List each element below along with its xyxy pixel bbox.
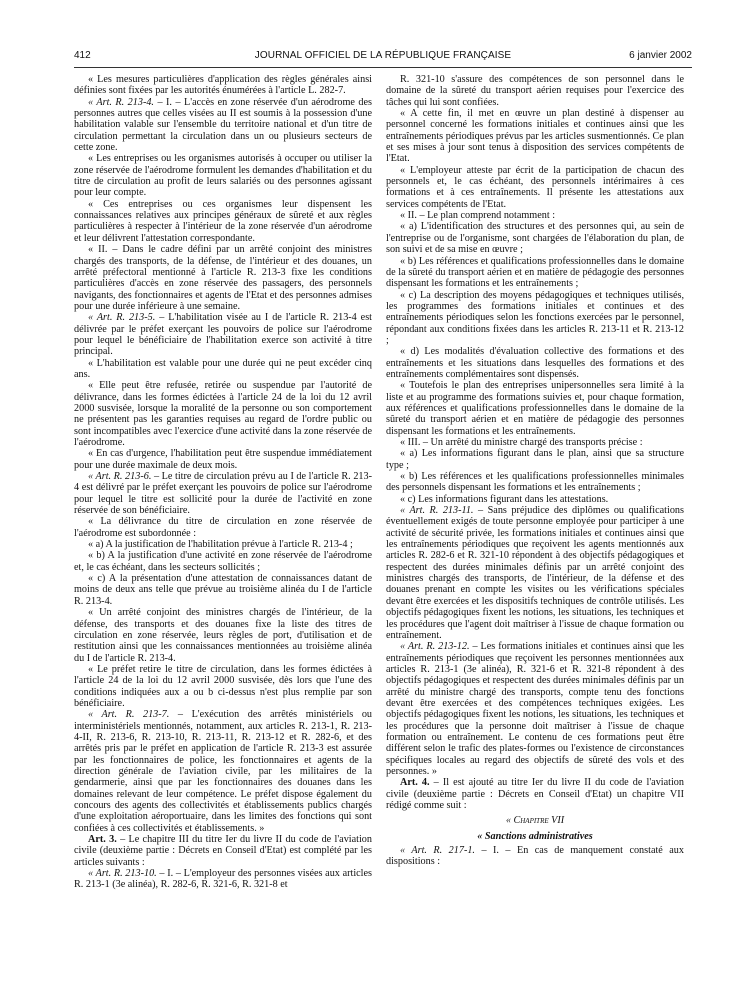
article-heading: Art. 3. bbox=[88, 834, 117, 846]
paragraph bbox=[386, 448, 684, 471]
paragraph-text: « Les entreprises ou les organismes autorisés à occuper ou utiliser la zone réservée de l'aérodrome formulent les demandes d'habilitation et du titre de circulation au profit de leurs salariés ou des personnes agissant pour leur compte. bbox=[74, 153, 372, 199]
paragraph bbox=[74, 607, 372, 664]
paragraph-text: « Toutefois le plan des entreprises unipersonnelles sera limité à la liste et au programme des formations suivies et, pour chaque formation, aux références et qualifications professionnelles dans le domaine de la sûreté du transport aérien et en matière de pédagogie des personnes dispensant les formations et les entraînements. bbox=[386, 380, 684, 437]
header-rule bbox=[74, 67, 692, 68]
article-ref: « Art. R. 213-12. bbox=[400, 641, 470, 653]
paragraph bbox=[386, 346, 684, 380]
article-ref: « Art. R. 213-5. bbox=[88, 312, 156, 324]
paragraph bbox=[74, 573, 372, 607]
paragraph-text: – L'habilitation visée au I de l'article R. 213-4 est délivrée par le préfet exerçant les pouvoirs de police sur l'aérodrome pour lequel le bénéficiaire de l'habilitation exerce son activité à titre principal. bbox=[74, 312, 372, 358]
chapter-title: « Chapitre VII bbox=[505, 815, 565, 827]
paragraph bbox=[74, 448, 372, 471]
paragraph-text: « a) L'identification des structures et des personnes qui, au sein de l'entreprise ou de l'organisme, sont chargées de l'élaboration du plan, de son suivi et de sa mise en œuvre ; bbox=[386, 221, 684, 256]
right-column-paragraphs bbox=[386, 74, 684, 811]
paragraph-text: « II. – Dans le cadre défini par un arrêté conjoint des ministres chargés des transports, de la défense, de l'intérieur et des douanes, un arrêté préfectoral mentionné à l'article R. 213-3 fixe les conditions particulières d'accès en zone réservée des passagers, des personnels navigants, des fonctionnaires et agents de l'Etat et des personnes admises pour une durée inférieure à une semaine. bbox=[74, 244, 372, 312]
paragraph bbox=[74, 74, 372, 97]
paragraph-text: « Elle peut être refusée, retirée ou suspendue par l'autorité de délivrance, dans les formes édictées à l'article 24 de la loi du 12 avril 2000 susvisée, lorsque la moralité de la personne ou son comportement ne présentent pas les garanties requises au regard de l'ordre public ou sont incompatibles avec l'exercice d'une activité dans la zone réservée de l'aérodrome. bbox=[74, 380, 372, 448]
article-ref: « Art. R. 213-11. bbox=[400, 505, 474, 517]
paragraph-text: « III. – Un arrêté du ministre chargé des transports précise : bbox=[400, 437, 643, 448]
paragraph bbox=[386, 165, 684, 210]
paragraph-text: « La délivrance du titre de circulation en zone réservée de l'aérodrome est subordonnée : bbox=[74, 516, 372, 539]
paragraph-text: – I. – L'accès en zone réservée d'un aérodrome des personnes autres que celles visées au II est soumis à la possession d'une habilitation valable sur l'ensemble du territoire national et d'un titre de circulation permettant la circulation dans un ou plusieurs secteurs de cette zone. bbox=[74, 96, 372, 154]
paragraph bbox=[74, 199, 372, 244]
paragraph-text: – Le chapitre III du titre Ier du livre II du code de l'aviation civile (deuxième partie : Décrets en Conseil d'Etat) est complété par les articles suivants : bbox=[74, 834, 372, 868]
paragraph bbox=[386, 108, 684, 165]
paragraph-text: « c) La description des moyens pédagogiques et techniques utilisés, les programmes des formations initiales et continues et des entraînements périodiques selon les fonctions exercées par le personnel, répondant aux conditions fixées dans les articles R. 213-11 et R. 213-12 ; bbox=[386, 289, 684, 346]
paragraph-text: « d) Les modalités d'évaluation collective des formations et des entraînements et les situations dans lesquelles des formations et des entraînements complémentaires sont dispensés. bbox=[386, 346, 684, 380]
paragraph bbox=[74, 834, 372, 868]
paragraph-text: « II. – Le plan comprend notamment : bbox=[400, 210, 556, 222]
paragraph bbox=[74, 539, 372, 550]
paragraph bbox=[74, 709, 372, 834]
journal-title: JOURNAL OFFICIEL DE LA RÉPUBLIQUE FRANÇAISE bbox=[254, 50, 512, 61]
paragraph bbox=[386, 210, 684, 221]
paragraph-text: « L'employeur atteste par écrit de la participation de chacun des personnels et, le cas échéant, des personnels intérimaires à ces formations et à ces entraînements. Il présente les attestations aux services compétents de l'Etat. bbox=[386, 164, 684, 210]
paragraph bbox=[386, 221, 684, 255]
paragraph-text: « L'habilitation est valable pour une durée qui ne peut excéder cinq ans. bbox=[74, 357, 372, 380]
paragraph-text: « Ces entreprises ou ces organismes leur dispensent les connaissances relatives aux principes généraux de sûreté et aux règles particulières à respecter à l'intérieur de la zone réservée d'un aérodrome et leur délivrent l'attestation correspondante. bbox=[74, 198, 372, 244]
paragraph bbox=[74, 312, 372, 357]
paragraph-text: – L'exécution des arrêtés ministériels ou interministériels mentionnés, notamment, aux articles R. 213-1, R. 213-4-II, R. 213-6, R. 213-10, R. 213-11, R. 213-12 et R. 282-6, et des arrêtés pris par le préfet en application de l'article R. 213-3 est assurée par les fonctionnaires de police, les fonctionnaires et agents de la direction générale de l'aviation civile, par les militaires de la gendarmerie, ainsi que par les fonctionnaires des douanes dans les domaines relevant de leur compétence. Le préfet dispose également du concours des agents des collectivités et établissements publics chargés d'une exploitation aéroportuaire, dans les limites des fonctions qui sont confiées à ces collectivités et établissements. » bbox=[74, 709, 373, 834]
paragraph bbox=[74, 380, 372, 448]
paragraph bbox=[74, 358, 372, 381]
paragraph-text: « A cette fin, il met en œuvre un plan destiné à dispenser au personnel concerné les formations initiales et continues ainsi que les entraînements périodiques prévus par les articles susmentionnés. Ce plan et ses mises à jour sont tenus à disposition des services compétents de l'Etat. bbox=[386, 108, 684, 165]
paragraph-text: « b) Les références et qualifications professionnelles dans le domaine de la sûreté du transport aérien et en matière de pédagogie des personnes dispensant les formations et les entraînements ; bbox=[386, 255, 684, 290]
paragraph-text: – Il est ajouté au titre Ier du livre II du code de l'aviation civile (deuxième partie : Décrets en Conseil d'Etat) un chapitre VII rédigé comme suit : bbox=[386, 777, 684, 811]
paragraph-text: R. 321-10 s'assure des compétences de son personnel dans le domaine de la sûreté du transport aérien requises pour l'exercice des tâches qui lui sont confiées. bbox=[386, 74, 684, 108]
chapter-subtitle: « Sanctions administratives bbox=[477, 830, 593, 842]
paragraph-text: « Un arrêté conjoint des ministres chargés de l'intérieur, de la défense, des transports et des douanes fixe la liste des titres de circulation en zone réservée, leurs règles de port, d'utilisation et de restitution ainsi que les connaissances mentionnées au troisième alinéa du I de l'article R. 213-4. bbox=[74, 607, 372, 664]
paragraph-text: « b) Les références et les qualifications professionnelles minimales des personnels dispensant les formations et les entraînements ; bbox=[386, 471, 684, 494]
paragraph bbox=[74, 244, 372, 312]
paragraph bbox=[74, 664, 372, 709]
paragraph bbox=[74, 868, 372, 891]
paragraph-text: « En cas d'urgence, l'habilitation peut être suspendue immédiatement pour une durée maximale de deux mois. bbox=[74, 448, 372, 471]
page-header bbox=[74, 48, 692, 66]
paragraph bbox=[386, 256, 684, 290]
article-ref: « Art. R. 213-6. bbox=[88, 471, 152, 483]
right-column bbox=[386, 74, 684, 868]
paragraph-text: « b) A la justification d'une activité en zone réservée de l'aérodrome et, le cas échéant, dans les secteurs sollicités ; bbox=[74, 550, 372, 573]
left-column bbox=[74, 74, 372, 891]
paragraph-text: « Les mesures particulières d'application des règles générales ainsi définies sont fixées par les autorités énumérées à l'article L. 282-7. bbox=[74, 74, 372, 97]
paragraph bbox=[386, 380, 684, 437]
article-ref: « Art. R. 213-10. bbox=[88, 868, 157, 880]
paragraph-text: « c) Les informations figurant dans les attestations. bbox=[400, 493, 609, 505]
paragraph-text: – Sans préjudice des diplômes ou qualifications éventuellement exigés de toute personne employée pour participer à une activité de sécurité privée, les formations initiales et continues ainsi que les entraînements périodiques que reçoivent les agents mentionnés aux articles R. 282-6 et R. 321-10 répondent à des objectifs pédagogiques et respectent des durées minimales définis par un arrêté conjoint des ministres chargés des transports, de l'intérieur, de la défense et des douanes prenant en compte les visites ou les vérifications spéciales devant être exercées et les dispositifs techniques de contrôle utilisés. Les objectifs pédagogiques fixent les notions, les situations, les techniques et les procédures que l'agent doit maîtriser à l'issue de chaque formation ou entraînement. bbox=[386, 505, 684, 641]
paragraph bbox=[74, 471, 372, 516]
paragraph-text: « Le préfet retire le titre de circulation, dans les formes édictées à l'article 24 de la loi du 12 avril 2000 susvisée, dès lors que l'une des conditions indiquées aux a ou b ci-dessus n'est plus remplie par son bénéficiaire. bbox=[74, 663, 372, 709]
article-heading: Art. 4. bbox=[400, 777, 430, 789]
paragraph-text: – I. – L'employeur des personnes visées aux articles R. 213-1 (3e alinéa), R. 282-6, R. 321-6, R. 321-8 et bbox=[74, 868, 372, 891]
article-ref: « Art. R. 213-4. bbox=[88, 96, 154, 108]
paragraph bbox=[74, 550, 372, 573]
paragraph bbox=[74, 97, 372, 154]
paragraph-text: « a) A la justification de l'habilitation prévue à l'article R. 213-4 ; bbox=[88, 539, 353, 551]
paragraph-text: – Les formations initiales et continues ainsi que les entraînements périodiques que reçoivent les personnes mentionnées aux articles R. 213-1 (3e alinéa), R. 321-6 et R. 321-8 répondent à des objectifs pédagogiques et respectent des durées minimales définis par un arrêté du ministre chargé des transports, compte tenu des fonctions devant être exercées et des compétences techniques exigées. Les objectifs pédagogiques fixent les notions, les situations, les techniques et les procédures que la personne doit maîtriser à l'issue de chaque formation ou entraînement. Le contenu de ces formations peut être différent selon le trafic des plates-formes ou l'existence de circonstances spécifiques locales au regard des objectifs de sûreté des vols et des personnes. » bbox=[386, 641, 685, 777]
paragraph bbox=[386, 471, 684, 494]
paragraph bbox=[74, 153, 372, 198]
paragraph bbox=[386, 505, 684, 641]
paragraph-text: – Le titre de circulation prévu au I de l'article R. 213-4 est délivré par le préfet exerçant les pouvoirs de police sur l'aérodrome pour lequel le titre est sollicité pour la durée de l'activité en zone réservée de son bénéficiaire. bbox=[74, 471, 372, 517]
issue-date: 6 janvier 2002 bbox=[629, 50, 692, 61]
paragraph bbox=[386, 494, 684, 505]
paragraph bbox=[74, 516, 372, 539]
paragraph bbox=[386, 437, 684, 448]
paragraph-text: « c) A la présentation d'une attestation de connaissances datant de moins de deux ans telle que prévue au troisième alinéa du I de l'article R. 213-4. bbox=[74, 573, 372, 607]
article-ref: « Art. R. 213-7. bbox=[88, 709, 170, 721]
paragraph-text: « a) Les informations figurant dans le plan, ainsi que sa structure type ; bbox=[386, 448, 684, 471]
final-paragraph: « Art. R. 217-1. – I. – En cas de manquement constaté aux dispositions : bbox=[386, 845, 684, 868]
page-number: 412 bbox=[74, 50, 91, 61]
paragraph bbox=[386, 777, 684, 811]
paragraph bbox=[386, 290, 684, 347]
paragraph bbox=[386, 641, 684, 777]
paragraph bbox=[386, 74, 684, 108]
